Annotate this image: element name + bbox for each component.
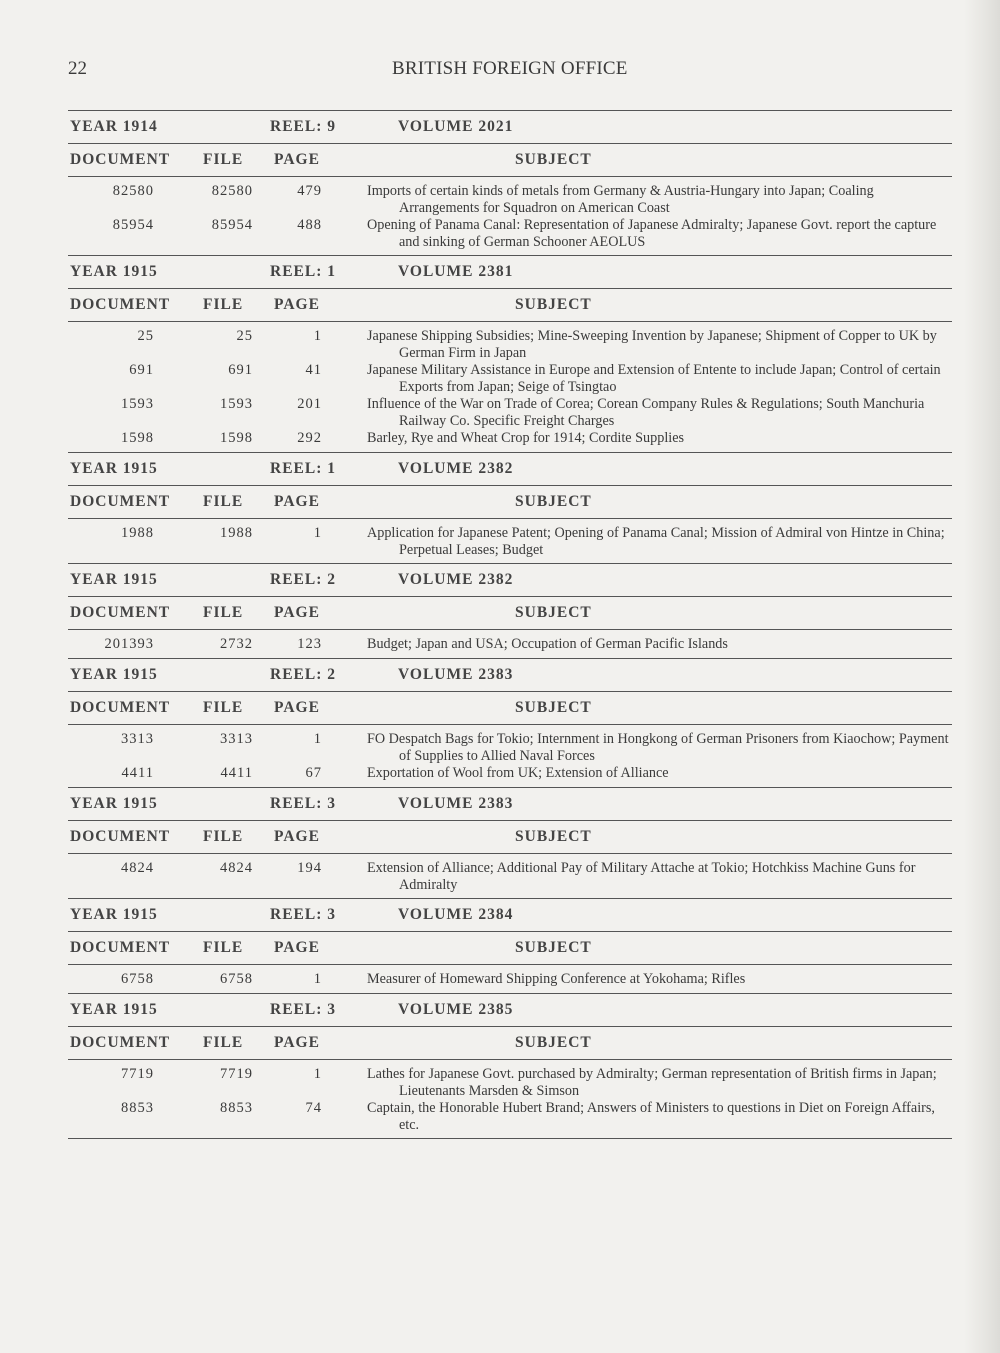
document-number: 4411 xyxy=(121,765,154,781)
subject-text: Application for Japanese Patent; Opening of Panama Canal; Mission of Admiral von Hintze in China; Perpetual Leases; Budget xyxy=(367,525,945,558)
subject-text: Lathes for Japanese Govt. purchased by Admiralty; German representation of British firms in Japan; Lieutenants Marsden & Simson xyxy=(367,1066,937,1099)
file-number: 4411 xyxy=(220,765,253,781)
year-label: YEAR 1915 xyxy=(70,906,158,923)
year-label: YEAR 1915 xyxy=(70,571,158,588)
year-label: YEAR 1914 xyxy=(70,118,158,135)
file-number: 1598 xyxy=(220,430,253,446)
column-header-file: FILE xyxy=(203,493,244,510)
document-number: 82580 xyxy=(112,183,154,199)
page-number-cell: 201 xyxy=(297,396,322,412)
subject-text: Exportation of Wool from UK; Extension of Alliance xyxy=(367,765,669,781)
subject-text: FO Despatch Bags for Tokio; Internment in Hongkong of German Prisoners from Kiaochow; Payment of Supplies to Allied Naval Forces xyxy=(367,731,949,764)
column-header-row xyxy=(68,1026,952,1059)
table-row xyxy=(68,430,952,448)
column-header-file: FILE xyxy=(203,699,244,716)
entry-list xyxy=(68,853,952,898)
page-number-cell: 67 xyxy=(305,765,322,781)
document-number: 85954 xyxy=(112,217,154,233)
reel-label: REEL: 9 xyxy=(270,118,336,135)
volume-label: VOLUME 2384 xyxy=(398,906,514,923)
column-header-page: PAGE xyxy=(274,151,320,168)
page-number-cell: 1 xyxy=(313,328,322,344)
page-number-cell: 292 xyxy=(297,430,322,446)
subject-text: Imports of certain kinds of metals from Germany & Austria-Hungary into Japan; Coaling Arrangements for Squadron on American Coast xyxy=(367,183,874,216)
column-header-file: FILE xyxy=(203,1034,244,1051)
column-header-row xyxy=(68,596,952,629)
column-header-document: DOCUMENT xyxy=(70,828,171,845)
column-header-page: PAGE xyxy=(274,1034,320,1051)
table-row xyxy=(68,525,952,559)
table-row xyxy=(68,396,952,430)
document-number: 7719 xyxy=(121,1066,154,1082)
reel-section xyxy=(68,452,952,563)
file-number: 8853 xyxy=(220,1100,253,1116)
running-head: BRITISH FOREIGN OFFICE xyxy=(392,58,628,79)
table-row xyxy=(68,362,952,396)
volume-label: VOLUME 2381 xyxy=(398,263,514,280)
column-header-document: DOCUMENT xyxy=(70,604,171,621)
reel-label: REEL: 3 xyxy=(270,906,336,923)
file-number: 82580 xyxy=(211,183,253,199)
document-number: 8853 xyxy=(121,1100,154,1116)
column-header-document: DOCUMENT xyxy=(70,1034,171,1051)
reel-section xyxy=(68,658,952,787)
section-header xyxy=(68,256,952,288)
column-header-document: DOCUMENT xyxy=(70,296,171,313)
entry-list xyxy=(68,321,952,452)
column-header-file: FILE xyxy=(203,828,244,845)
reel-label: REEL: 1 xyxy=(270,263,336,280)
reel-label: REEL: 3 xyxy=(270,1001,336,1018)
column-header-document: DOCUMENT xyxy=(70,699,171,716)
year-label: YEAR 1915 xyxy=(70,1001,158,1018)
reel-section xyxy=(68,110,952,255)
file-number: 7719 xyxy=(220,1066,253,1082)
table-row xyxy=(68,971,952,989)
file-number: 2732 xyxy=(220,636,253,652)
reel-label: REEL: 1 xyxy=(270,460,336,477)
volume-label: VOLUME 2385 xyxy=(398,1001,514,1018)
table-row xyxy=(68,328,952,362)
subject-text: Japanese Shipping Subsidies; Mine-Sweeping Invention by Japanese; Shipment of Copper to UK by German Firm in Japan xyxy=(367,328,937,361)
year-label: YEAR 1915 xyxy=(70,263,158,280)
page-number-cell: 479 xyxy=(297,183,322,199)
table-row xyxy=(68,765,952,783)
column-header-row xyxy=(68,485,952,518)
volume-label: VOLUME 2021 xyxy=(398,118,514,135)
year-label: YEAR 1915 xyxy=(70,795,158,812)
column-header-row xyxy=(68,931,952,964)
document-number: 4824 xyxy=(121,860,154,876)
subject-text: Measurer of Homeward Shipping Conference at Yokohama; Rifles xyxy=(367,971,746,987)
volume-label: VOLUME 2383 xyxy=(398,666,514,683)
table-row xyxy=(68,217,952,251)
entry-list xyxy=(68,629,952,658)
volume-label: VOLUME 2382 xyxy=(398,571,514,588)
reel-label: REEL: 2 xyxy=(270,666,336,683)
document-number: 1593 xyxy=(121,396,154,412)
column-header-subject: SUBJECT xyxy=(515,493,592,510)
subject-text: Opening of Panama Canal: Representation of Japanese Admiralty; Japanese Govt. report the capture and sinking of German Schooner AEOLUS xyxy=(367,217,937,250)
column-header-file: FILE xyxy=(203,939,244,956)
page-number: 22 xyxy=(68,58,87,79)
column-header-document: DOCUMENT xyxy=(70,151,171,168)
table-row xyxy=(68,636,952,654)
reel-section xyxy=(68,898,952,993)
column-header-page: PAGE xyxy=(274,939,320,956)
subject-text: Budget; Japan and USA; Occupation of German Pacific Islands xyxy=(367,636,728,652)
table-row xyxy=(68,731,952,765)
section-header xyxy=(68,453,952,485)
page-edge-shadow xyxy=(964,0,1000,1353)
column-header-subject: SUBJECT xyxy=(515,151,592,168)
reel-section xyxy=(68,787,952,898)
section-header xyxy=(68,564,952,596)
section-header xyxy=(68,111,952,143)
reel-section xyxy=(68,563,952,658)
column-header-row xyxy=(68,691,952,724)
entry-list xyxy=(68,724,952,787)
reel-label: REEL: 2 xyxy=(270,571,336,588)
entry-list xyxy=(68,518,952,563)
file-number: 3313 xyxy=(220,731,253,747)
file-number: 25 xyxy=(236,328,253,344)
page-number-cell: 1 xyxy=(313,971,322,987)
section-header xyxy=(68,788,952,820)
entry-list xyxy=(68,964,952,993)
page-number-cell: 1 xyxy=(313,731,322,747)
column-header-row xyxy=(68,143,952,176)
reel-label: REEL: 3 xyxy=(270,795,336,812)
closing-rule xyxy=(68,1138,952,1139)
column-header-document: DOCUMENT xyxy=(70,493,171,510)
column-header-subject: SUBJECT xyxy=(515,604,592,621)
document-number: 1988 xyxy=(121,525,154,541)
entry-list xyxy=(68,1059,952,1138)
file-number: 1988 xyxy=(220,525,253,541)
column-header-subject: SUBJECT xyxy=(515,296,592,313)
subject-text: Extension of Alliance; Additional Pay of Military Attache at Tokio; Hotchkiss Machine Guns for Admiralty xyxy=(367,860,916,893)
subject-text: Barley, Rye and Wheat Crop for 1914; Cordite Supplies xyxy=(367,430,685,446)
column-header-subject: SUBJECT xyxy=(515,939,592,956)
file-number: 691 xyxy=(228,362,253,378)
reel-section xyxy=(68,993,952,1138)
document-number: 691 xyxy=(129,362,154,378)
document-number: 6758 xyxy=(121,971,154,987)
table-row xyxy=(68,183,952,217)
document-number: 3313 xyxy=(121,731,154,747)
page-number-cell: 194 xyxy=(297,860,322,876)
column-header-subject: SUBJECT xyxy=(515,828,592,845)
column-header-subject: SUBJECT xyxy=(515,1034,592,1051)
year-label: YEAR 1915 xyxy=(70,460,158,477)
table-row xyxy=(68,1066,952,1100)
page-number-cell: 1 xyxy=(313,1066,322,1082)
column-header-file: FILE xyxy=(203,296,244,313)
section-header xyxy=(68,899,952,931)
column-header-subject: SUBJECT xyxy=(515,699,592,716)
column-header-file: FILE xyxy=(203,151,244,168)
section-header xyxy=(68,994,952,1026)
subject-text: Japanese Military Assistance in Europe and Extension of Entente to include Japan; Control of certain Exports from Japan; Seige of Tsingtao xyxy=(367,362,941,395)
column-header-file: FILE xyxy=(203,604,244,621)
table-row xyxy=(68,860,952,894)
file-number: 6758 xyxy=(220,971,253,987)
page-number-cell: 74 xyxy=(305,1100,322,1116)
file-number: 4824 xyxy=(220,860,253,876)
document-number: 1598 xyxy=(121,430,154,446)
page-number-cell: 1 xyxy=(313,525,322,541)
entry-list xyxy=(68,176,952,255)
column-header-page: PAGE xyxy=(274,699,320,716)
document-number: 25 xyxy=(137,328,154,344)
column-header-page: PAGE xyxy=(274,493,320,510)
volume-label: VOLUME 2382 xyxy=(398,460,514,477)
section-header xyxy=(68,659,952,691)
column-header-page: PAGE xyxy=(274,296,320,313)
year-label: YEAR 1915 xyxy=(70,666,158,683)
column-header-row xyxy=(68,820,952,853)
column-header-page: PAGE xyxy=(274,604,320,621)
table-row xyxy=(68,1100,952,1134)
file-number: 1593 xyxy=(220,396,253,412)
column-header-row xyxy=(68,288,952,321)
reel-section xyxy=(68,255,952,452)
column-header-page: PAGE xyxy=(274,828,320,845)
page-number-cell: 488 xyxy=(297,217,322,233)
page-number-cell: 123 xyxy=(297,636,322,652)
subject-text: Captain, the Honorable Hubert Brand; Answers of Ministers to questions in Diet on Foreign Affairs, etc. xyxy=(367,1100,935,1133)
catalog-table xyxy=(68,110,952,1139)
column-header-document: DOCUMENT xyxy=(70,939,171,956)
subject-text: Influence of the War on Trade of Corea; Corean Company Rules & Regulations; South Manchuria Railway Co. Specific Freight Charges xyxy=(367,396,925,429)
page-number-cell: 41 xyxy=(305,362,322,378)
document-number: 201393 xyxy=(104,636,154,652)
file-number: 85954 xyxy=(211,217,253,233)
volume-label: VOLUME 2383 xyxy=(398,795,514,812)
